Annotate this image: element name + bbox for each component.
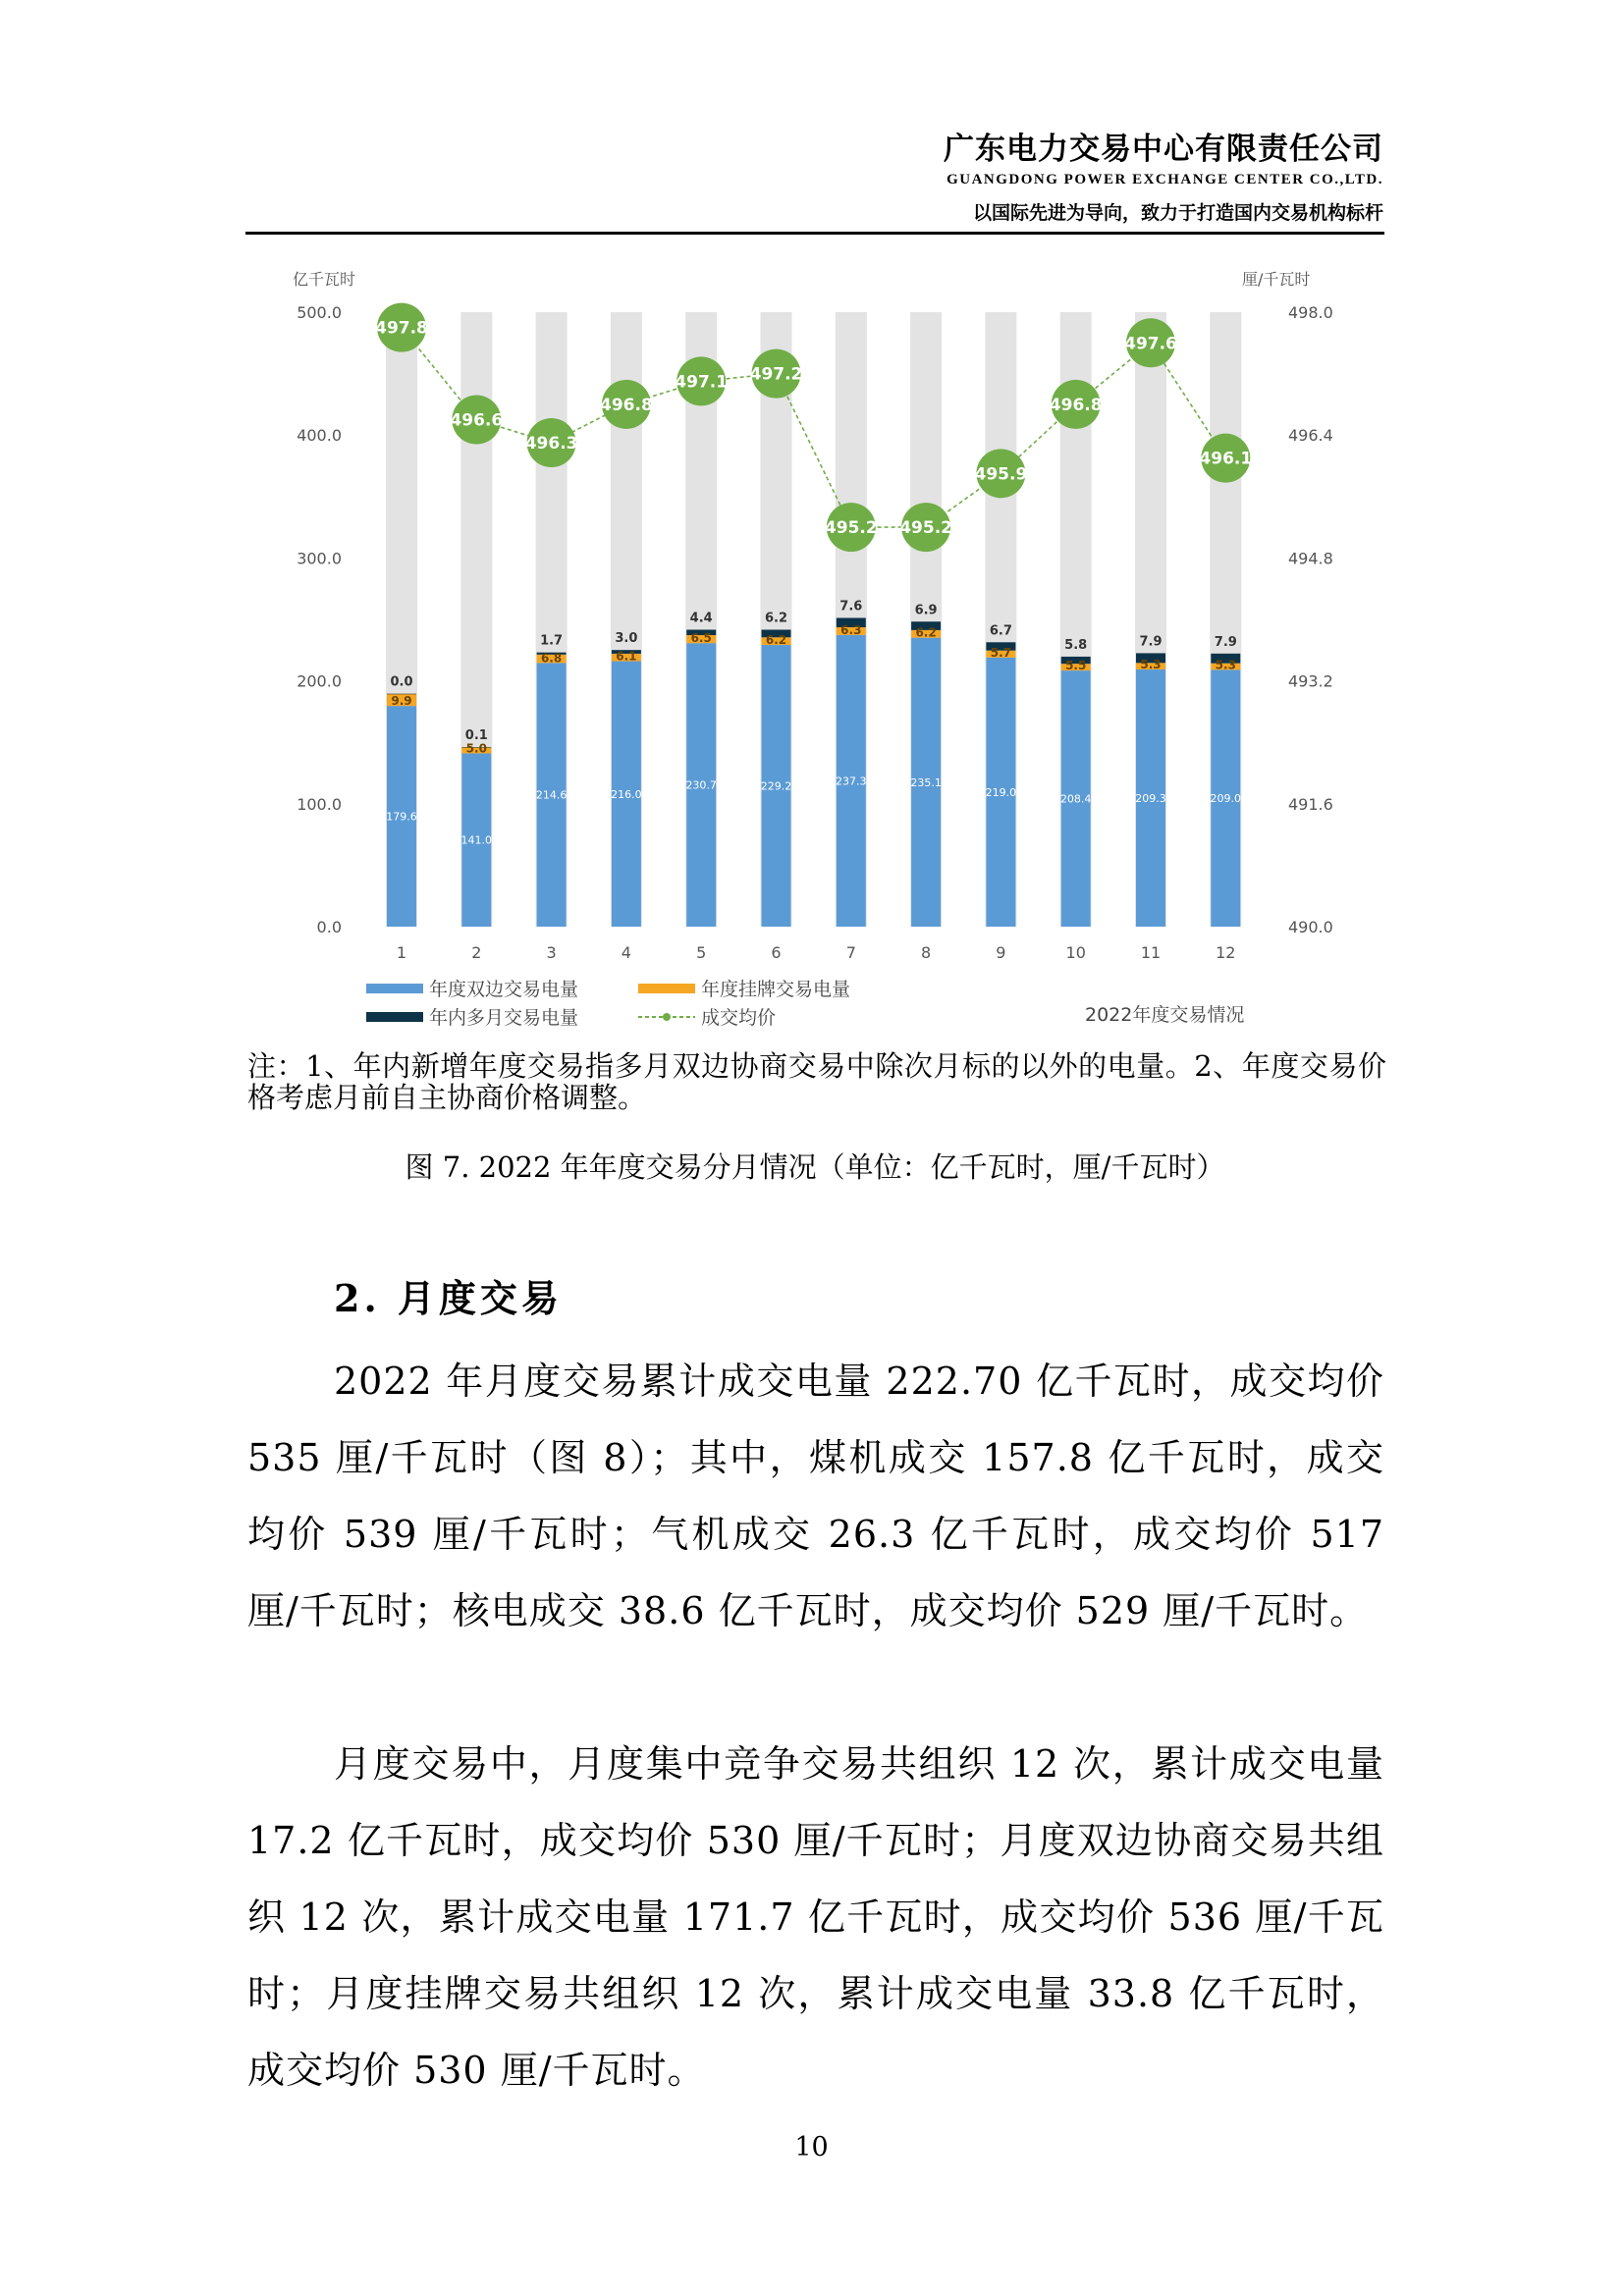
x-tick-label: 2: [471, 943, 482, 962]
multi-month-value-label: 5.8: [1064, 637, 1088, 653]
background-bars: [386, 312, 1241, 927]
x-tick-label: 3: [546, 943, 557, 962]
multi-month-value-label: 7.9: [1139, 634, 1163, 650]
company-name-cn: 广东电力交易中心有限责任公司: [944, 132, 1383, 167]
right-axis: [1288, 303, 1333, 936]
x-tick-label: 11: [1140, 943, 1162, 962]
x-axis: [397, 943, 1236, 962]
company-name-en: GUANGDONG POWER EXCHANGE CENTER CO.,LTD.: [947, 172, 1383, 187]
multi-month-value-label: 3.0: [615, 631, 638, 647]
multi-month-value-label: 6.9: [914, 603, 938, 618]
x-tick-label: 4: [621, 943, 631, 962]
x-tick-label: 1: [396, 943, 407, 962]
chart-title: 2022年度交易情况: [1085, 1004, 1245, 1026]
legend-label-price: 成交均价: [701, 1007, 777, 1029]
price-value-label: 497.6: [1124, 334, 1177, 354]
price-value-label: 496.8: [1049, 395, 1103, 415]
price-value-label: 496.1: [1199, 449, 1253, 469]
left-tick-label: 400.0: [297, 426, 342, 446]
price-value-label: 497.1: [675, 372, 729, 393]
x-tick-label: 6: [771, 943, 782, 962]
bilateral-value-label: 179.6: [386, 810, 417, 824]
left-axis: [297, 303, 342, 936]
left-tick-label: 300.0: [297, 549, 342, 568]
listing-value-label: 6.2: [915, 625, 937, 640]
x-tick-label: 12: [1216, 943, 1236, 962]
bilateral-value-label: 209.0: [1210, 792, 1242, 806]
chart-note: 注：1、年内新增年度交易指多月双边协商交易中除次月标的以外的电量。2、年度交易价格考虑月前自主协商价格调整。: [247, 1049, 1386, 1114]
x-tick-label: 5: [696, 943, 707, 962]
body-paragraph-2: 月度交易中，月度集中竞争交易共组织 12 次，累计成交电量 17.2 亿千瓦时，成交均价 530 厘/千瓦时；月度双边协商交易共组织 12 次，累计成交电量 171.7 亿千瓦时，成交均价 536 厘/千瓦时；月度挂牌交易共组织 12 次，累计成交电量 33.8 亿千瓦时，成交均价 530 厘/千瓦时。: [247, 1742, 1384, 2092]
price-value-label: 496.8: [600, 395, 653, 415]
listing-value-label: 6.3: [840, 622, 862, 637]
multi-month-value-label: 7.6: [839, 599, 863, 614]
price-line: [375, 303, 1252, 552]
price-value-label: 497.2: [749, 364, 803, 385]
bilateral-value-label: 216.0: [611, 787, 642, 801]
listing-value-label: 6.5: [690, 631, 712, 646]
legend-swatch-bilateral: [366, 984, 423, 993]
legend-label-listing: 年度挂牌交易电量: [701, 979, 851, 1000]
header-divider: [245, 232, 1384, 235]
legend-swatch-listing: [638, 984, 695, 993]
bilateral-value-label: 237.3: [836, 774, 867, 788]
price-value-label: 495.2: [824, 518, 878, 539]
body-paragraph-1: 2022 年月度交易累计成交电量 222.70 亿千瓦时，成交均价 535 厘/千瓦时（图 8）；其中，煤机成交 157.8 亿千瓦时，成交均价 539 厘/千瓦时；气机成交 26.3 亿千瓦时，成交均价 517 厘/千瓦时；核电成交 38.6 亿千瓦时，成交均价 529 厘/千瓦时。: [247, 1360, 1384, 1632]
listing-value-label: 5.7: [990, 645, 1012, 660]
figure-caption: 图 7. 2022 年年度交易分月情况（单位：亿千瓦时，厘/千瓦时）: [405, 1150, 1225, 1184]
right-tick-label: 498.0: [1288, 303, 1333, 322]
right-tick-label: 496.4: [1288, 426, 1333, 446]
annual-trade-chart: [245, 245, 1384, 1041]
page-number: 10: [794, 2132, 829, 2163]
bilateral-value-label: 235.1: [910, 775, 942, 789]
left-axis-unit: 亿千瓦时: [293, 270, 356, 289]
legend-label-multi-month: 年内多月交易电量: [429, 1007, 579, 1029]
bar-labels: [386, 599, 1241, 846]
multi-month-value-label: 1.7: [540, 633, 564, 649]
listing-value-label: 5.0: [465, 741, 487, 756]
multi-month-value-label: 6.2: [764, 611, 788, 626]
x-tick-label: 10: [1065, 943, 1086, 962]
price-value-label: 495.2: [899, 518, 952, 539]
right-tick-label: 491.6: [1288, 794, 1333, 814]
listing-value-label: 5.5: [1065, 659, 1087, 673]
legend-marker-price: [663, 1013, 671, 1021]
right-axis-unit: 厘/千瓦时: [1242, 270, 1311, 289]
right-tick-label: 493.2: [1288, 671, 1333, 691]
left-tick-label: 500.0: [297, 303, 342, 322]
left-tick-label: 200.0: [297, 671, 342, 691]
right-tick-label: 490.0: [1288, 918, 1333, 936]
bilateral-value-label: 230.7: [685, 778, 717, 792]
bilateral-value-label: 229.2: [760, 779, 792, 793]
bilateral-value-label: 141.0: [460, 833, 493, 847]
listing-value-label: 6.2: [765, 633, 787, 648]
left-tick-label: 0.0: [316, 918, 342, 936]
stacked-bars: [387, 617, 1240, 927]
price-value-label: 497.8: [375, 318, 428, 339]
legend-swatch-multi-month: [366, 1012, 423, 1022]
listing-value-label: 9.9: [391, 694, 412, 709]
price-value-label: 495.9: [974, 464, 1028, 485]
listing-value-label: 5.3: [1140, 657, 1162, 671]
bilateral-value-label: 214.6: [535, 788, 568, 802]
multi-month-value-label: 0.0: [390, 674, 413, 690]
right-tick-label: 494.8: [1288, 549, 1333, 568]
bilateral-value-label: 219.0: [985, 785, 1017, 799]
bilateral-value-label: 209.3: [1135, 791, 1166, 805]
x-tick-label: 9: [996, 943, 1006, 962]
multi-month-value-label: 0.1: [464, 728, 488, 744]
multi-month-value-label: 7.9: [1214, 634, 1237, 650]
x-tick-label: 8: [921, 943, 932, 962]
listing-value-label: 5.3: [1215, 658, 1236, 672]
multi-month-value-label: 6.7: [989, 623, 1012, 639]
bilateral-value-label: 208.4: [1059, 792, 1092, 806]
left-tick-label: 100.0: [297, 794, 342, 814]
price-value-label: 496.3: [524, 434, 578, 454]
listing-value-label: 6.8: [540, 651, 563, 666]
listing-value-label: 6.1: [616, 649, 637, 664]
legend-label-bilateral: 年度双边交易电量: [429, 979, 579, 1000]
company-slogan: 以国际先进为导向，致力于打造国内交易机构标杆: [972, 202, 1383, 224]
multi-month-value-label: 4.4: [689, 611, 713, 626]
chart-legend: [366, 979, 1244, 1029]
price-series-line: [402, 328, 1225, 527]
x-tick-label: 7: [845, 943, 856, 962]
section-title: 2. 月度交易: [334, 1276, 563, 1320]
price-value-label: 496.6: [450, 410, 504, 431]
